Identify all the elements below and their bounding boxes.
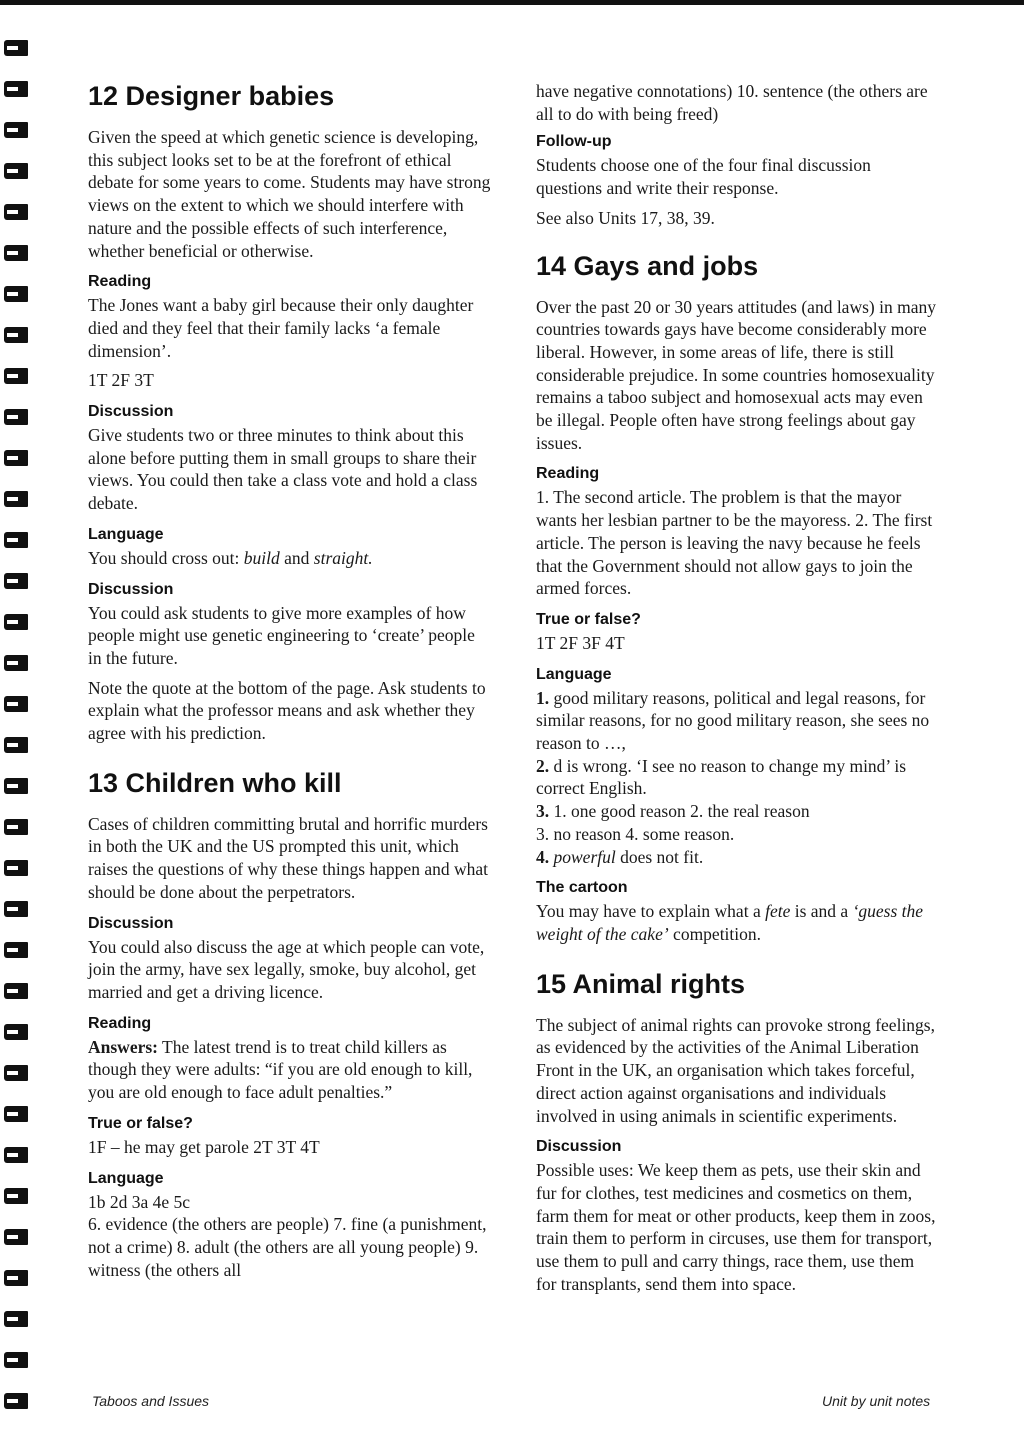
binding-ring xyxy=(4,737,28,753)
word-fete: fete xyxy=(765,901,791,922)
binding-ring xyxy=(4,245,28,261)
item-1-number: 1. xyxy=(536,687,550,708)
section-12-intro: Given the speed at which genetic science is developing, this subject looks set to be at the forefront of ethical debate for some years to come. Students may have strong views on the extent to which we should interfere with nature and the possible effects of such interference, whether beneficial or otherwise. xyxy=(88,127,491,261)
section-12-note: Note the quote at the bottom of the page. Ask students to explain what the professor means and ask whether they agree with his prediction. xyxy=(88,677,486,744)
binding-ring xyxy=(4,901,28,917)
item-4-text: does not fit. xyxy=(615,846,704,867)
phrase-guess-the-weight: ‘guess the weight of the cake’ xyxy=(536,901,924,944)
section-13-title: 13 Children who kill xyxy=(88,767,342,798)
item-2-text: d is wrong. ‘I see no reason to change my mind’ is correct English. xyxy=(536,755,907,799)
section-13-see-also: See also Units 17, 38, 39. xyxy=(536,207,715,228)
binding-ring xyxy=(4,1024,28,1040)
binding-ring xyxy=(4,1188,28,1204)
binding-ring xyxy=(4,819,28,835)
word-build: build xyxy=(243,547,280,568)
section-12-reading-answers: 1T 2F 3T xyxy=(88,370,154,391)
section-15-intro: The subject of animal rights can provoke strong feelings, as evidenced by the activities of the Animal Liberation Front in the UK, an organisation which takes forceful, direct action against organisations and individuals involved in using animals in scientific experiments. xyxy=(536,1014,935,1126)
section-12-title: 12 Designer babies xyxy=(88,81,335,111)
language-prefix: You should cross out: xyxy=(88,547,244,568)
item-1-text: good military reasons, political and legal reasons, for similar reasons, for no good military reason, she sees no reason to …, xyxy=(536,687,930,754)
spiral-binding xyxy=(0,40,34,1440)
answers-text: The latest trend is to treat child killers as though they were adults: “if you are old enough to kill, you are old enough to face adult penalties.” xyxy=(88,1036,473,1103)
binding-ring xyxy=(4,532,28,548)
section-15-discussion-text: Possible uses: We keep them as pets, use their skin and fur for clothes, test medicines and cosmetics on them, farm them for meat or other products, keep them in zoos, train them to perform in circuses, use them for transport, use them to pull and carry things, race them, use them for transplants, send them into space. xyxy=(536,1160,936,1294)
binding-ring xyxy=(4,696,28,712)
cartoon-text-c: competition. xyxy=(668,923,762,944)
binding-ring xyxy=(4,860,28,876)
footer-section-name: Unit by unit notes xyxy=(822,1393,931,1409)
section-14-title: 14 Gays and jobs xyxy=(536,250,759,281)
binding-ring xyxy=(4,122,28,138)
answers-label: Answers: xyxy=(88,1036,158,1057)
binding-ring xyxy=(4,573,28,589)
section-14-language-3b: 3. no reason 4. some reason. xyxy=(536,823,735,844)
section-14-language-2 xyxy=(536,755,938,800)
section-14-language-heading: Language xyxy=(536,665,612,683)
section-13-language-notes: 6. evidence (the others are people) 7. fine (a punishment, not a crime) 8. adult (the others are all young people) 9. witness (the others all xyxy=(88,1214,487,1280)
section-12-discussion2-text: You could ask students to give more examples of how people might use genetic engineering to ‘create’ people in the future. xyxy=(88,602,475,668)
section-14-tf-answers: 1T 2F 3F 4T xyxy=(536,632,625,653)
section-12-reading-heading: Reading xyxy=(88,273,152,291)
item-3-number: 3. xyxy=(536,801,550,822)
section-13-language-notes-continued: have negative connotations) 10. sentence (the others are all to do with being freed) xyxy=(536,81,928,124)
section-13-followup-heading: Follow-up xyxy=(536,133,612,151)
section-14-tf-heading: True or false? xyxy=(536,610,641,628)
section-13-reading-text xyxy=(88,1036,492,1104)
binding-ring xyxy=(4,450,28,466)
binding-ring xyxy=(4,778,28,794)
binding-ring xyxy=(4,1352,28,1368)
section-12-language-heading: Language xyxy=(88,525,164,543)
section-13-discussion-text: You could also discuss the age at which people can vote, join the army, have sex legally, smoke, buy alcohol, get married and get a driving licence. xyxy=(88,936,485,1002)
item-4-number: 4. xyxy=(536,846,550,867)
binding-ring xyxy=(4,1106,28,1122)
cartoon-text-b: is and a xyxy=(790,901,853,922)
word-powerful: powerful xyxy=(553,846,616,867)
binding-ring xyxy=(4,1229,28,1245)
section-15-title: 15 Animal rights xyxy=(536,968,746,999)
section-14-intro: Over the past 20 or 30 years attitudes (and laws) in many countries towards gays have become considerably more liberal. However, in some areas of life, there is still considerable prejudice. In some countries homosexuality remains a taboo subject and homosexual acts may even be illegal. People often have strong feelings about gay issues. xyxy=(536,296,936,453)
section-14-reading-heading: Reading xyxy=(536,465,600,483)
section-13-tf-answers: 1F – he may get parole 2T 3T 4T xyxy=(88,1136,320,1157)
section-13-language-answers: 1b 2d 3a 4e 5c xyxy=(88,1191,191,1212)
binding-ring xyxy=(4,1311,28,1327)
language-and: and xyxy=(279,547,314,568)
section-13-discussion-heading: Discussion xyxy=(88,914,174,932)
item-3-text: 1. one good reason 2. the real reason xyxy=(549,801,810,822)
section-14-cartoon-heading: The cartoon xyxy=(536,879,628,897)
footer-book-title: Taboos and Issues xyxy=(92,1393,210,1409)
binding-ring xyxy=(4,163,28,179)
binding-ring xyxy=(4,1270,28,1286)
section-14-cartoon-text xyxy=(536,900,938,945)
binding-ring xyxy=(4,327,28,343)
section-14-language-1 xyxy=(536,687,938,755)
right-column xyxy=(536,80,938,1302)
binding-ring xyxy=(4,491,28,507)
binding-ring xyxy=(4,204,28,220)
left-column xyxy=(88,80,492,1288)
section-15-discussion-heading: Discussion xyxy=(536,1138,622,1156)
section-14-reading-text: 1. The second article. The problem is that the mayor wants her lesbian partner to be the mayoress. 2. The first article. The person is leaving the navy because he feels that the Government should not allow gays to join the armed forces. xyxy=(536,487,933,599)
section-12-language-text xyxy=(88,547,492,570)
binding-ring xyxy=(4,409,28,425)
section-14-language-3 xyxy=(536,800,938,823)
binding-ring xyxy=(4,1065,28,1081)
binding-ring xyxy=(4,614,28,630)
section-13-language-heading: Language xyxy=(88,1169,164,1187)
section-12-discussion2-heading: Discussion xyxy=(88,580,174,598)
binding-ring xyxy=(4,40,28,56)
section-13-intro: Cases of children committing brutal and horrific murders in both the UK and the US prompted this unit, which raises the questions of why these things happen and what should be done about the perpetrators. xyxy=(88,813,488,902)
section-12-discussion-text: Give students two or three minutes to think about this alone before putting them in small groups to share their views. You could then take a class vote and hold a class debate. xyxy=(88,425,478,514)
binding-ring xyxy=(4,286,28,302)
cartoon-text-a: You may have to explain what a xyxy=(536,901,766,922)
binding-ring xyxy=(4,1147,28,1163)
binding-ring xyxy=(4,655,28,671)
section-13-followup-text: Students choose one of the four final discussion questions and write their response. xyxy=(536,155,871,199)
section-12-reading-text: The Jones want a baby girl because their only daughter died and they feel that their family lacks ‘a female dimension’. xyxy=(88,295,474,361)
section-13-tf-heading: True or false? xyxy=(88,1114,193,1132)
top-edge-rule xyxy=(0,0,1024,5)
section-13-reading-heading: Reading xyxy=(88,1014,152,1032)
binding-ring xyxy=(4,368,28,384)
binding-ring xyxy=(4,983,28,999)
section-12-discussion-heading: Discussion xyxy=(88,403,174,421)
item-2-number: 2. xyxy=(536,755,550,776)
binding-ring xyxy=(4,942,28,958)
binding-ring xyxy=(4,81,28,97)
word-straight: straight. xyxy=(313,547,373,568)
section-14-language-4 xyxy=(536,846,938,869)
binding-ring xyxy=(4,1393,28,1409)
